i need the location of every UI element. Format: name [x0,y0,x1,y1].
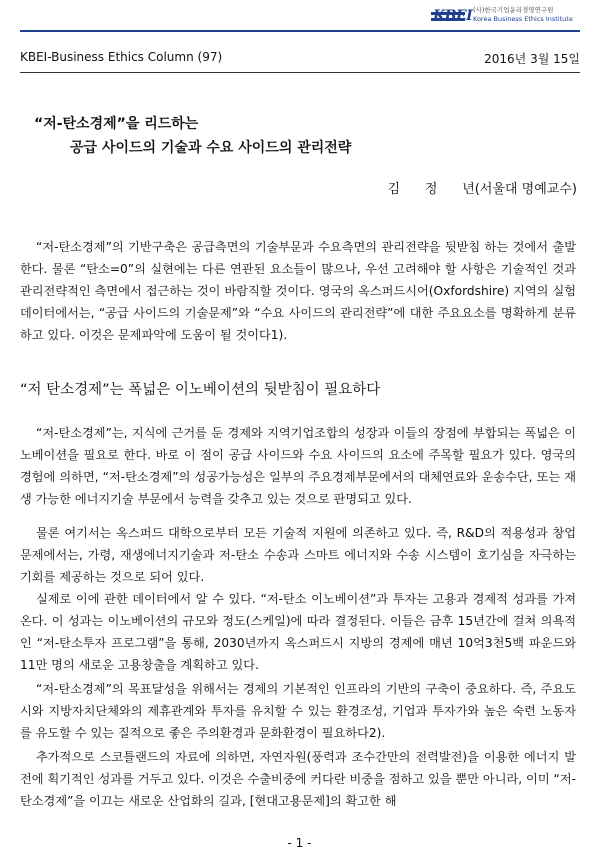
page-number: - 1 - [287,836,312,850]
section-heading: “저 탄소경제”는 폭넓은 이노베이션의 뒷받침이 필요하다 [20,382,381,398]
section-paragraph-5: 추가적으로 스코틀랜드의 자료에 의하면, 자연자원(풍력과 조수간만의 전력발전)을 이용한 에너지 발전에 획기적인 성과를 거두고 있다. 이것은 수출비중에 커다란 비중을 점하고 있을 뿐만 아니라, 이미 “저-탄소경제”을 이끄는 새로운 산업화의 길과, [현대고용문제]의 확고한 해 [20,750,576,808]
kbei-logo-mark: KBEI [433,8,473,24]
page-title [34,112,351,160]
title-line-2: 공급 사이드의 기술과 수요 사이드의 관리전략 [70,140,352,156]
section-paragraph-2: 물론 여기서는 옥스퍼드 대학으로부터 모든 기술적 지원에 의존하고 있다. 즉, R&D의 적용성과 창업문제에서는, 가령, 재생에너지기술과 저-탄소 수송과 스마트 에너지와 수송 시스템이 호기심을 자극하는 기회를 제공하는 것으로 되어 있다. [20,526,576,584]
column-series: KBEI-Business Ethics Column (97) [20,50,223,64]
section-paragraph-3: 실제로 이에 관한 데이터에서 알 수 있다. “저-탄소 이노베이션”과 투자는 고용과 경제적 성과를 가져온다. 이 성과는 이노베이션의 규모와 정도(스케일)에 따라 결정된다. 이들은 금후 15년간에 걸쳐 의욕적인 “저-탄소투자 프로그램”을 통해, 2030년까지 옥스퍼드시 지방의 경제에 매년 10억3천5백 파운드와 11만 명의 새로운 고용창출을 계획하고 있다. [20,592,576,672]
section-paragraph-4: “저-탄소경제”의 목표달성을 위해서는 경제의 기본적인 인프라의 기반의 구축이 중요하다. 즉, 주요도시와 지방자치단체와의 제휴관계와 투자를 유치할 수 있는 환경조성, 기업과 투자가와 높은 숙련 노동자를 유도할 수 있는 질적으로 좋은 주의환경과 문화환경이 필요하다2). [20,682,576,740]
author-byline: 김 정 년(서울대 명예교수) [387,182,577,197]
section-paragraph-1: “저-탄소경제”는, 지식에 근거를 둔 경제와 지역기업조합의 성장과 이들의 장점에 부합되는 폭넓은 이노베이션을 필요로 한다. 바로 이 점이 공급 사이드와 수요 사이드의 요소에 주목할 필요가 있다. 영국의 경험에 의하면, “저-탄소경제”의 성공가능성은 일부의 주요경제부문에서의 대체연료와 운송수단, 또는 재생 가능한 에너지기술 부문에서 능력을 갖추고 있는 것으로 판명되고 있다. [20,426,576,506]
title-line-1: “저-탄소경제”을 리드하는 [34,116,199,132]
header-divider [20,72,580,73]
logo-text [473,6,573,24]
column-date: 2016년 3월 15일 [484,52,580,66]
intro-paragraph: “저-탄소경제”의 기반구축은 공급측면의 기술부문과 수요측면의 관리전략을 뒷받침 하는 것에서 출발한다. 물론 “탄소=0”의 실현에는 다른 연관된 요소들이 많으나, 우선 고려해야 할 사항은 기술적인 것과 관리전략적인 측면에서 접근하는 것이 바람직할 것이다. 영국의 옥스퍼드시어(Oxfordshire) 지역의 실험 데이터에서는, “공급 사이드의 기술문제”와 “수요 사이드의 관리전략”에 대한 주요요소를 명확하게 분류하고 있다. 이것은 문제파악에 도움이 될 것이다1). [20,240,576,342]
header-top-rule [20,30,580,32]
logo-english-name: Korea Business Ethics Institute [473,15,573,23]
logo-korean-name: (사)한국기업윤리경영연구원 [473,6,554,14]
header-logo [431,6,591,28]
